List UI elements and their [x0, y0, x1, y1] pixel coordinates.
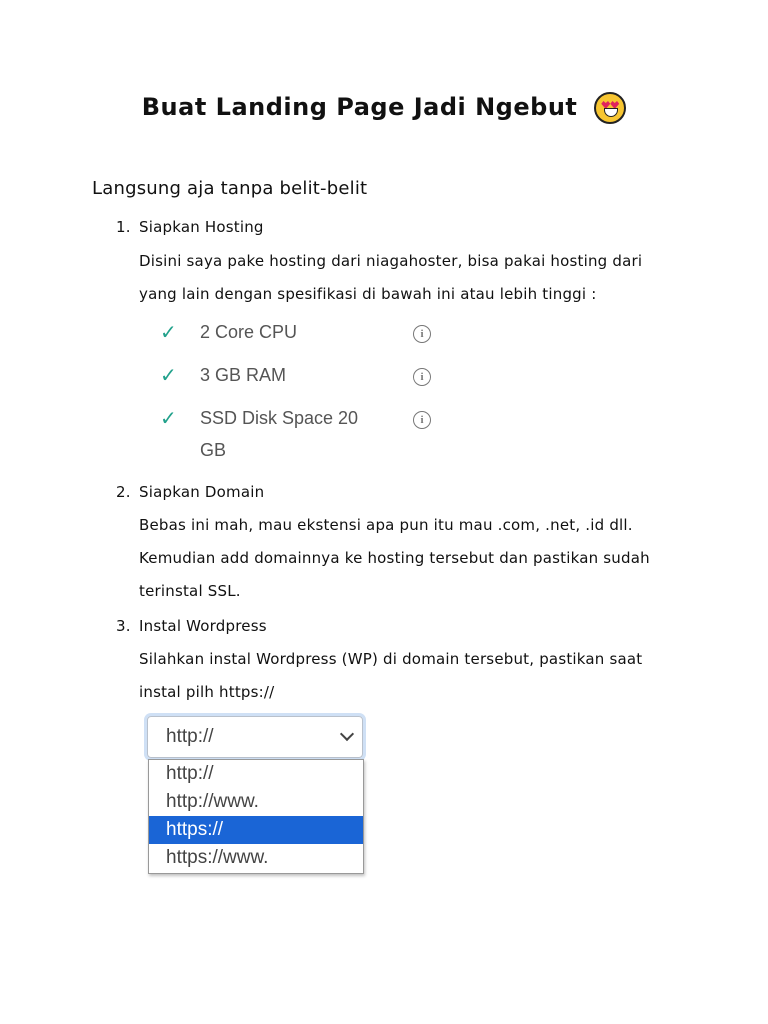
step-2-number: 2.: [116, 483, 131, 501]
info-icon[interactable]: i: [413, 411, 431, 429]
dropdown-option-https[interactable]: https://: [149, 816, 363, 844]
step-3-line-2: instal pilh https://: [139, 683, 275, 701]
step-2-line-3: terinstal SSL.: [139, 582, 241, 600]
protocol-select[interactable]: [147, 716, 363, 758]
step-3-number: 3.: [116, 617, 131, 635]
step-3-line-1: Silahkan instal Wordpress (WP) di domain tersebut, pastikan saat: [139, 650, 643, 668]
check-icon: ✓: [160, 320, 177, 344]
step-1-line-2: yang lain dengan spesifikasi di bawah ini atau lebih tinggi :: [139, 285, 597, 303]
chevron-down-icon[interactable]: [340, 727, 354, 741]
step-2-line-1: Bebas ini mah, mau ekstensi apa pun itu mau .com, .net, .id dll.: [139, 516, 633, 534]
dropdown-option-https-www[interactable]: https://www.: [166, 847, 269, 868]
check-icon: ✓: [160, 363, 177, 387]
protocol-dropdown: [148, 759, 364, 874]
info-icon[interactable]: i: [413, 325, 431, 343]
step-2-line-2: Kemudian add domainnya ke hosting tersebut dan pastikan sudah: [139, 549, 650, 567]
spec-label: SSD Disk Space 20 GB: [200, 408, 359, 460]
check-icon: ✓: [160, 406, 177, 430]
protocol-select-value: http://: [166, 726, 214, 747]
spec-label: 3 GB RAM: [200, 365, 287, 385]
step-2-title: Siapkan Domain: [139, 483, 265, 501]
spec-label: 2 Core CPU: [200, 322, 298, 342]
heart-eyes-emoji-icon: [594, 92, 626, 124]
dropdown-option-http-www[interactable]: http://www.: [166, 791, 259, 812]
info-icon[interactable]: i: [413, 368, 431, 386]
step-3-title: Instal Wordpress: [139, 617, 267, 635]
step-1-title: Siapkan Hosting: [139, 218, 264, 236]
section-subtitle: Langsung aja tanpa belit-belit: [92, 178, 368, 199]
step-1-line-1: Disini saya pake hosting dari niagahoster, bisa pakai hosting dari: [139, 252, 643, 270]
step-2-text: [139, 509, 659, 608]
page-title-text: Buat Landing Page Jadi Ngebut: [141, 93, 578, 121]
step-1-number: 1.: [116, 218, 131, 236]
step-3-text: [139, 643, 659, 709]
dropdown-option-http[interactable]: http://: [166, 763, 214, 784]
step-1-text: [139, 245, 659, 311]
page-title: [0, 92, 768, 124]
